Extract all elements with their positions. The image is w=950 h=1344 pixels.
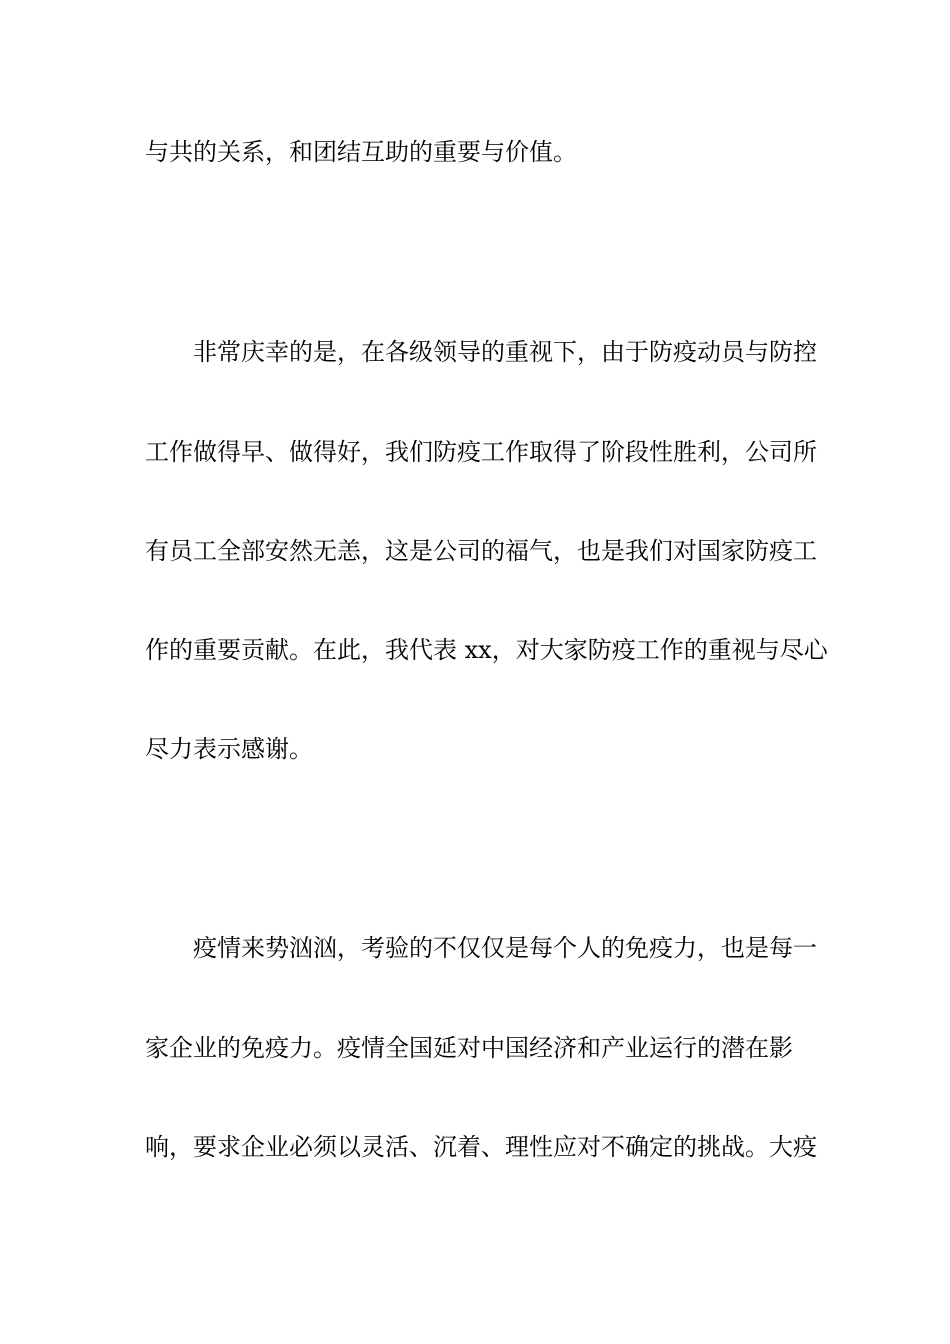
paragraph-line: 疫情来势汹汹，考验的不仅仅是每个人的免疫力，也是每一 [193, 934, 817, 962]
paragraph-line: 与共的关系，和团结互助的重要与价值。 [145, 138, 577, 166]
paragraph-line: 有员工全部安然无恙，这是公司的福气，也是我们对国家防疫工 [145, 537, 817, 565]
paragraph-line: 响，要求企业必须以灵活、沉着、理性应对不确定的挑战。大疫 [145, 1133, 817, 1161]
paragraph-line: 尽力表示感谢。 [145, 735, 313, 763]
paragraph-line: 工作做得早、做得好，我们防疫工作取得了阶段性胜利，公司所 [145, 438, 817, 466]
paragraph-line: 作的重要贡献。在此，我代表 xx，对大家防疫工作的重视与尽心 [145, 636, 828, 664]
paragraph-line: 家企业的免疫力。疫情全国延对中国经济和产业运行的潜在影 [145, 1034, 793, 1062]
paragraph-line: 非常庆幸的是，在各级领导的重视下，由于防疫动员与防控 [193, 338, 817, 366]
